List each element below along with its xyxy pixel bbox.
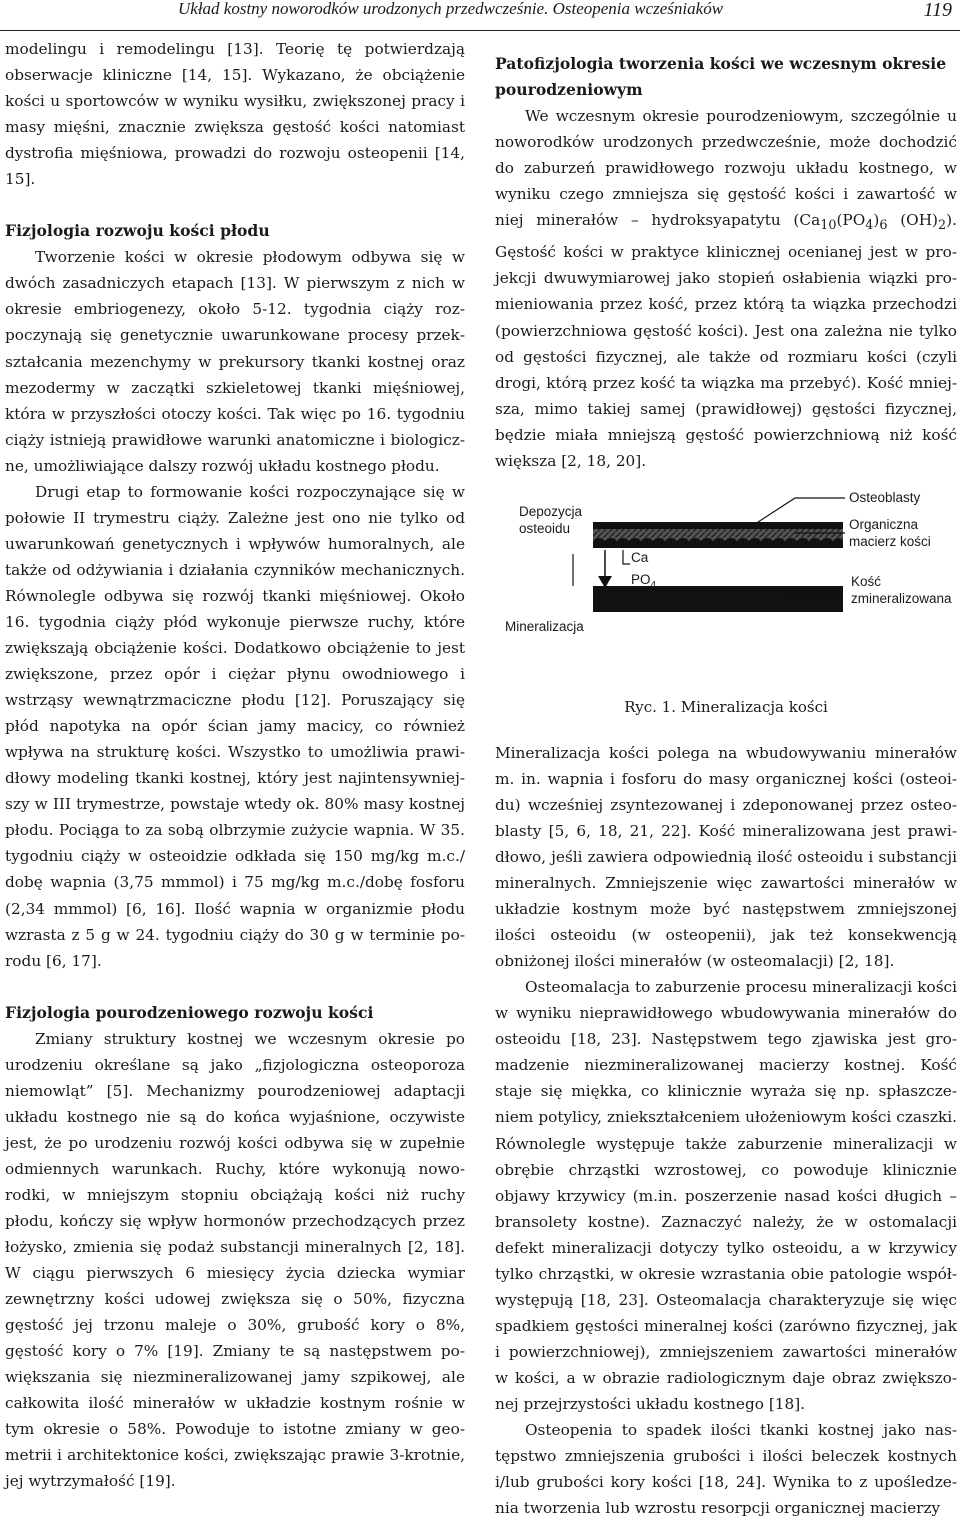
label-po-sub: 4 [650,579,657,591]
paragraph-postnatal: Zmiany struktury kostnej we wczesnym okresie po urodzeniu określane są jako „fizjologiczna osteoporoza niemowląt” [5]. Mechanizmy pourodzeniowej adaptacji układu kostnego nie są do końca wyjaśnione, oczywiste jest, że po urodzeniu rozwój kości odbywa się w zupełnie odmiennych warunkach. Ruchy, które wykonują noworodki, w mniejszym stopniu obciążają kości niż ruchy płodu, kończy się wpływ hormonów przechodzących przez łożysko, zmienia się podaż substancji mineralnych [2, 18]. W ciągu pierwszych 6 miesięcy życia dziecka wymiar zewnętrzny kości udowej zwiększa się o 50%, fizyczna gęstość jej trzonu maleje o 30%, grubość kory o 8%, gęstość kory o 7% [19]. Zmiany te są następstwem powiększania się niezmineralizowanej jamy szpikowej, ale całkowita ilość minerałów w układzie kostnym rośnie w tym okresie o 58%. Powoduje to istotne zmiany w geometrii i architektonice kości, zwiększając prawie 3-krotnie, jej wytrzymałość [19]. [5,1029,465,1491]
paragraph-fetal-2: Drugi etap to formowanie kości rozpoczynające się w połowie II trymestru ciąży. Zależne jest ono nie tylko od uwarunkowań genetycznych i wpływów humoralnych, ale także od odżywiania i działania czynników mechanicznych. Równolegle odbywa się rozwój tkanki mięśniowej. Około 16. tygodnia ciąży płód wykonuje pierwsze ruchy, które zwiększają obciążenie kości. Dodatkowo obciążenie to jest zwiększone, przez opór i ciężar płynu owodniowego i wstrząsy wewnątrzmaciczne płodu [12]. Poruszający się płód napotyka na opór ścian jamy macicy, co również wpływa na strukturę kości. Wszystko to umożliwia prawidłowy modeling tkanki kostnej, który jest najintensywniejszy w III trymestrze, powstaje wtedy ok. 80% masy kostnej płodu. Pociąga to za sobą olbrzymie zużycie wapnia. W 35. tygodniu ciąży w osteoidzie odkłada się 150 mg/kg m.c./ dobę wapnia (3,75 mmmol) i 75 mg/kg m.c./dobę fosforu (2,34 mmmol) [6, 16]. Ilość wapnia w organizmie płodu wzrasta z 5 g w 24. tygodniu ciąży do 30 g w terminie porodu [6, 17]. [5,482,465,970]
label-deposition-1: Depozycja [519,503,583,519]
heading-postnatal-bone-physiology: Fizjologia pourodzeniowego rozwoju kości [5,1002,374,1022]
label-mineralization: Mineralizacja [505,618,584,634]
label-bone-1: Kość [851,573,882,589]
formula-sub-6: 6 [879,218,888,234]
right-column [495,51,957,1521]
down-arrow-icon [598,550,612,588]
heading-pathophysiology: Patofizjologia tworzenia kości we wczesnym okresie pourodzeniowym [495,54,947,100]
label-ca: Ca [631,549,649,565]
paragraph-continued: modelingu i remodelingu [13]. Teorię tę potwierdzają obserwacje kliniczne [14, 15]. Wykazano, że obciążenie kości u sportowców w wyniku wysiłku, zwiększonej pracy i masy mięśni, znacznie zwiększa gęstość kości natomiast dystrofia mięśniowa, prowadzi do rozwoju osteopenii [14, 15]. [5,40,465,189]
figure-mineralization [495,484,957,694]
formula-oh: (OH) [887,211,939,230]
paragraph-fetal-1: Tworzenie kości w okresie płodowym odbywa się w dwóch zasadniczych etapach [13]. W pierwszym z nich w okresie embriogenezy, około 5-12. tygodnia ciąży rozpoczynają się genetycznie uwarunkowane procesy przekształcania mezenchymy w prekursory tkanki kostnej oraz mezodermy w zaczątki szkieletowej tkanki mięśniowej, która w przyszłości otoczy kości. Tak więc po 16. tygodniu ciąży istnieją prawidłowe warunki anatomiczne i biologiczne, umożliwiające dalszy rozwój układu kostnego płodu. [5,248,465,475]
formula-sub-4: 4 [865,218,874,234]
label-organic-2: macierz kości [849,533,931,549]
paragraph-pathophysiology [495,103,957,474]
formula-close: ) [873,211,880,230]
formula-sub-2: 2 [938,218,947,234]
paragraph-osteomalacia: Osteomalacja to zaburzenie procesu mineralizacji kości w wyniku nieprawidłowego wbudowywania minerałów do osteoidu [18, 23]. Następstwem tego zjawiska jest gromadzenie niezmineralizowanej macierzy kostnej. Kość staje się miękka, co klinicznie wyraża się np. spłaszczeniem potylicy, zniekształceniem ułożeniowym kości czaszki. Równolegle występuje także zaburzenie mineralizacji w obrębie chrząstki wzrostowej, co powoduje klinicznie objawy krzywicy (m.in. poszerzenie nasad kości długich – bransolety kostne). Zaznaczyć należy, że w ostomalacji defekt mineralizacji dotyczy tylko osteoidu, a w krzywicy tylko chrząstki, w okresie wzrastania obie patologie współwystępują [18, 23]. Osteomalacja charakteryzuje się więc spadkiem gęstości mineralnej kości (zarówno fizycznej, jak i powierzchniowej), zmniejszeniem zawartości minerałów w kości, a w obrazie radiologicznym daje obraz zwiększonej przejrzystości układu kostnego [18]. [495,978,957,1413]
osteoid-layer-top [593,522,843,548]
label-bone-2: zmineralizowana [851,590,952,606]
mineralized-layer-bottom [593,586,843,612]
label-organic-1: Organiczna [849,516,919,532]
patho-text-b: ). Gęstość kości w praktyce klinicznej ocenianej jest w projekcji dwuwymiarowej jako stopień osłabienia wiązki promieniowania przez kość, przez którą ta wiązka przechodzi (powierzchniowa gęstość kości). Jest ona zależna nie tylko od gęstości fizycznej, ale także od rozmiaru kości (czyli drogi, którą przez kość ta wiązka ma przebyć). Kość mniejsza, mimo takiej samej (prawidłowej) gęstości fizycznej, będzie miała mniejszą gęstość powierzchniową niż kość większa [2, 18, 20]. [495,211,957,470]
left-column [5,36,465,1495]
mineralization-diagram [495,484,957,694]
running-title: Układ kostny noworodków urodzonych przedwcześnie. Osteopenia wcześniaków [178,0,724,18]
heading-fetal-bone-physiology: Fizjologia rozwoju kości płodu [5,221,270,241]
patho-text-a: We wczesnym okresie pourodzeniowym, szczególnie u noworodków urodzonych przedwcześnie, może dochodzić do zaburzeń prawidłowego rozwoju układu kostnego, w wyniku czego zmniejsza się gęstość kości i zawartość w niej minerałów – hydroksyapatytu (Ca [495,107,957,230]
label-deposition-2: osteoidu [519,520,571,536]
paragraph-osteopenia: Osteopenia to spadek ilości tkanki kostnej jako następstwo zmniejszenia grubości i ilości beleczek kostnych i/lub grubości kory kości [18, 24]. Wynika to z upośledzenia tworzenia lub wzrostu resorpcji organicznej macierzy [495,1421,957,1518]
figure-caption: Ryc. 1. Mineralizacja kości [624,697,828,716]
page-number: 119 [923,0,952,21]
formula-po4: (PO [836,211,866,230]
label-osteoblasts: Osteoblasty [849,489,921,505]
paragraph-mineralization: Mineralizacja kości polega na wbudowywaniu minerałów m. in. wapnia i fosforu do masy organicznej kości (osteoidu) wcześniej zsyntezowanej i zdeponowanej przez osteoblasty [5, 6, 18, 21, 22]. Kość mineralizowana jest prawidłowo, jeśli zawiera odpowiednią ilość osteoidu i substancji mineralnych. Zmniejszenie więc zawartości minerałów w układzie kostnym może być następstwem zmniejszonej ilości osteoidu (w osteopenii), jak też konsekwencją obniżonej ilości minerałów (w osteomalacji) [2, 18]. [495,743,957,971]
label-po: PO [631,571,651,587]
running-header [0,0,960,31]
formula-sub-ca: 10 [820,218,837,234]
